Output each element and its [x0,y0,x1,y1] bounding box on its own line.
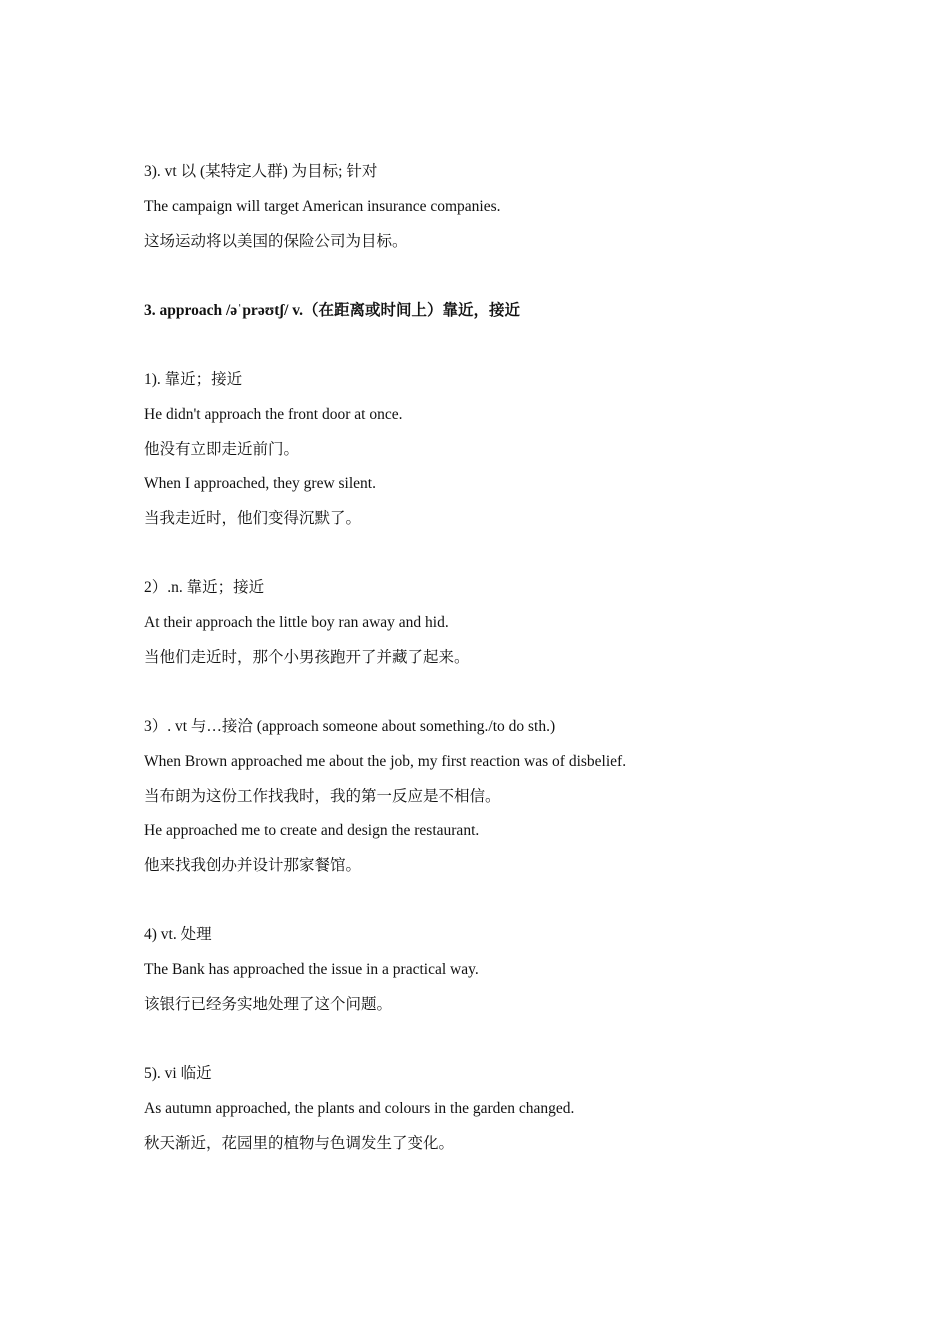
entry-heading: 3. approach /əˈprəʊtʃ/ v.（在距离或时间上）靠近，接近 [144,302,521,319]
example-chinese: 他没有立即走近前门。 [144,441,300,458]
example-chinese: 他来找我创办并设计那家餐馆。 [144,857,362,874]
example-chinese: 该银行已经务实地处理了这个问题。 [144,996,393,1013]
example-chinese: 这场运动将以美国的保险公司为目标。 [144,233,408,250]
example-english: As autumn approached, the plants and colours in the garden changed. [144,1100,575,1117]
example-english: When I approached, they grew silent. [144,475,376,492]
example-chinese: 当他们走近时，那个小男孩跑开了并藏了起来。 [144,649,470,666]
sense-heading: 2）.n. 靠近；接近 [144,579,265,596]
sense-heading: 3). vt 以 (某特定人群) 为目标; 针对 [144,163,378,180]
example-english: When Brown approached me about the job, my first reaction was of disbelief. [144,753,627,770]
example-chinese: 当我走近时，他们变得沉默了。 [144,510,362,527]
sense-heading: 5). vi 临近 [144,1065,212,1082]
example-chinese: 秋天渐近，花园里的植物与色调发生了变化。 [144,1135,455,1152]
example-english: The Bank has approached the issue in a practical way. [144,961,479,978]
example-english: The campaign will target American insurance companies. [144,198,501,215]
sense-heading: 1). 靠近；接近 [144,371,243,388]
example-english: At their approach the little boy ran away and hid. [144,614,449,631]
example-chinese: 当布朗为这份工作找我时，我的第一反应是不相信。 [144,788,501,805]
example-english: He didn't approach the front door at once. [144,406,403,423]
sense-heading: 4) vt. 处理 [144,926,212,943]
sense-heading: 3）. vt 与…接洽 (approach someone about something./to do sth.) [144,718,556,735]
example-english: He approached me to create and design the restaurant. [144,822,480,839]
